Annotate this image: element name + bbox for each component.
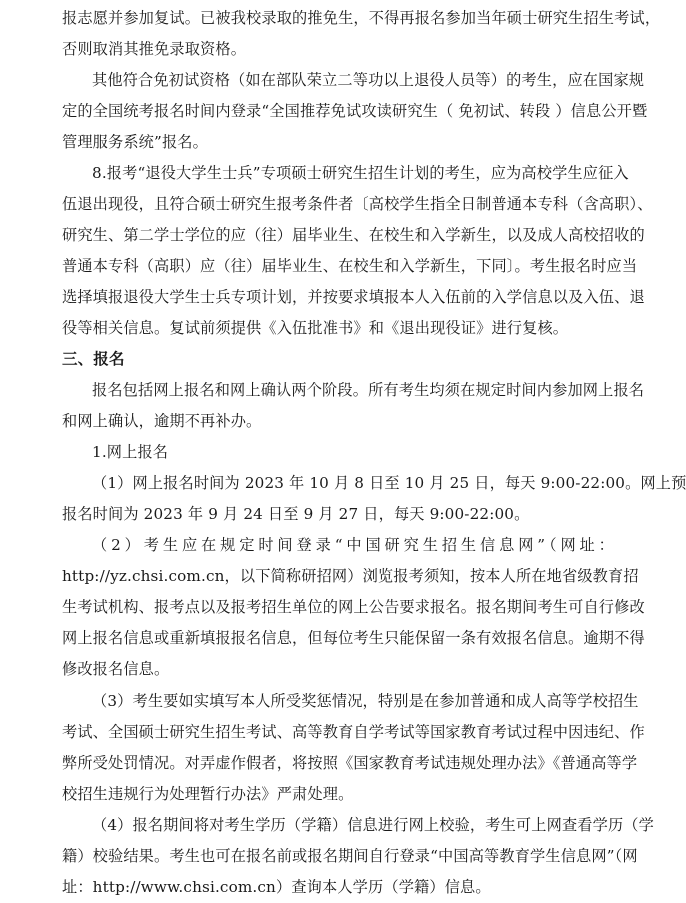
- subsection-heading: 1.网上报名: [92, 443, 169, 461]
- paragraph-line: 籍）校验结果。考生也可在报名前或报名期间自行登录“中国高等教育学生信息网”（网: [62, 847, 638, 865]
- paragraph-line: 报名时间为 2023 年 9 月 24 日至 9 月 27 日，每天 9:00-22:00。: [62, 505, 530, 523]
- paragraph-line: （2）考生应在规定时间登录“中国研究生招生信息网”（网址：: [92, 536, 614, 554]
- paragraph-line: 普通本专科（高职）应（往）届毕业生、在校生和入学新生，下同〕。考生报名时应当: [62, 257, 638, 275]
- paragraph-line: 考试、全国硕士研究生招生考试、高等教育自学考试等国家教育考试过程中因违纪、作: [62, 723, 645, 741]
- paragraph-line: 伍退出现役，且符合硕士研究生报考条件者〔高校学生指全日制普通本专科（含高职）、: [62, 195, 653, 213]
- paragraph-line: 役等相关信息。复试前须提供《入伍批准书》和《退出现役证》进行复核。: [62, 319, 569, 337]
- paragraph-line: 否则取消其推免录取资格。: [62, 40, 247, 58]
- paragraph-line: 管理服务系统”报名。: [62, 133, 208, 151]
- paragraph-line: 生考试机构、报考点以及报考招生单位的网上公告要求报名。报名期间考生可自行修改: [62, 598, 645, 616]
- paragraph-line: 选择填报退役大学生士兵专项计划，并按要求填报本人入伍前的入学信息以及入伍、退: [62, 288, 645, 306]
- paragraph-line: 报志愿并参加复试。已被我校录取的推免生，不得再报名参加当年硕士研究生招生考试，: [62, 9, 661, 27]
- paragraph-line: 定的全国统考报名时间内登录“全国推荐免试攻读研究生（ 免初试、转段 ）信息公开暨: [62, 102, 648, 120]
- paragraph-line: 修改报名信息。: [62, 660, 170, 678]
- paragraph-line: 研究生、第二学士学位的应（往）届毕业生、在校生和入学新生，以及成人高校招收的: [62, 226, 645, 244]
- paragraph-line: 网上报名信息或重新填报报名信息，但每位考生只能保留一条有效报名信息。逾期不得: [62, 629, 645, 647]
- paragraph-line: 和网上确认，逾期不再补办。: [62, 412, 262, 430]
- paragraph-line: （4）报名期间将对考生学历（学籍）信息进行网上校验，考生可上网查看学历（学: [92, 816, 654, 834]
- paragraph-line: （1）网上报名时间为 2023 年 10 月 8 日至 10 月 25 日，每天 9:00-22:00。网上预: [92, 474, 686, 492]
- paragraph-line: 8.报考“退役大学生士兵”专项硕士研究生招生计划的考生，应为高校学生应征入: [92, 164, 629, 182]
- paragraph-line: （3）考生要如实填写本人所受奖惩情况，特别是在参加普通和成人高等学校招生: [92, 692, 639, 710]
- paragraph-line: 校招生违规行为处理暂行办法》严肃处理。: [62, 785, 354, 803]
- section-heading: 三、报名: [62, 350, 125, 368]
- paragraph-line: 其他符合免初试资格（如在部队荣立二等功以上退役人员等）的考生，应在国家规: [92, 71, 645, 89]
- paragraph-line: 址：http://www.chsi.com.cn）查询本人学历（学籍）信息。: [62, 878, 491, 896]
- paragraph-line: 弊所受处罚情况。对弄虚作假者，将按照《国家教育考试违规处理办法》《普通高等学: [62, 754, 638, 772]
- paragraph-line: http://yz.chsi.com.cn，以下简称研招网）浏览报考须知，按本人所在地省级教育招: [62, 567, 639, 585]
- paragraph-line: 报名包括网上报名和网上确认两个阶段。所有考生均须在规定时间内参加网上报名: [92, 381, 645, 399]
